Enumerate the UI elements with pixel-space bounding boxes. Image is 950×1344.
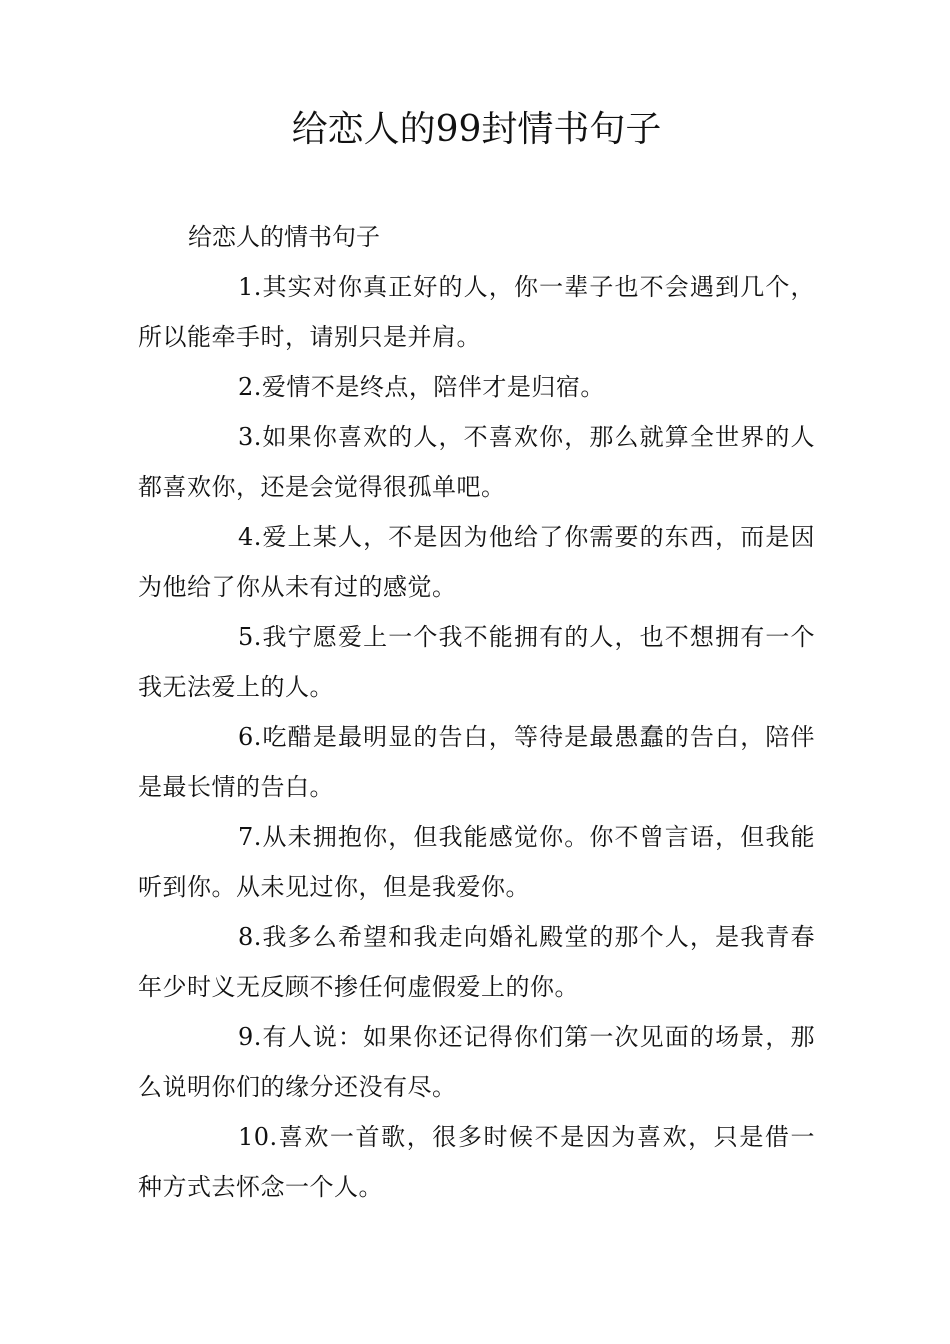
list-item: [138, 362, 815, 412]
section-heading: 给恋人的情书句子: [188, 223, 380, 251]
list-item: [138, 512, 815, 612]
item-number: 4.: [238, 523, 262, 551]
document-body: [138, 212, 815, 1212]
item-text: 如果你喜欢的人，不喜欢你，那么就算全世界的人都喜欢你，还是会觉得很孤单吧。: [138, 423, 815, 501]
list-item: [138, 412, 815, 512]
item-number: 7.: [238, 823, 262, 851]
item-text: 爱情不是终点，陪伴才是归宿。: [261, 373, 605, 401]
item-text: 从未拥抱你，但我能感觉你。你不曾言语，但我能听到你。从未见过你，但是我爱你。: [138, 823, 815, 901]
list-item: [138, 1012, 815, 1112]
item-number: 10.: [238, 1123, 278, 1151]
item-text: 吃醋是最明显的告白，等待是最愚蠢的告白，陪伴是最长情的告白。: [138, 723, 815, 801]
list-item: [138, 262, 815, 362]
list-item: [138, 712, 815, 812]
item-text: 喜欢一首歌，很多时候不是因为喜欢，只是借一种方式去怀念一个人。: [138, 1123, 815, 1201]
item-number: 9.: [238, 1023, 262, 1051]
item-text: 爱上某人，不是因为他给了你需要的东西，而是因为他给了你从未有过的感觉。: [138, 523, 815, 601]
item-text: 有人说：如果你还记得你们第一次见面的场景，那么说明你们的缘分还没有尽。: [138, 1023, 815, 1101]
item-text: 我宁愿爱上一个我不能拥有的人，也不想拥有一个我无法爱上的人。: [138, 623, 815, 701]
item-number: 2.: [238, 373, 262, 401]
list-item: [138, 612, 815, 712]
item-number: 6.: [238, 723, 262, 751]
item-number: 5.: [238, 623, 262, 651]
item-number: 3.: [238, 423, 262, 451]
item-number: 1.: [238, 273, 262, 301]
item-text: 我多么希望和我走向婚礼殿堂的那个人，是我青春年少时义无反顾不掺任何虚假爱上的你。: [138, 923, 815, 1001]
list-item: [138, 812, 815, 912]
document-title: 给恋人的99封情书句子: [291, 109, 662, 150]
list-item: [138, 1112, 815, 1212]
item-number: 8.: [238, 923, 262, 951]
item-text: 其实对你真正好的人，你一辈子也不会遇到几个，所以能牵手时，请别只是并肩。: [138, 273, 815, 351]
list-item: [138, 912, 815, 1012]
